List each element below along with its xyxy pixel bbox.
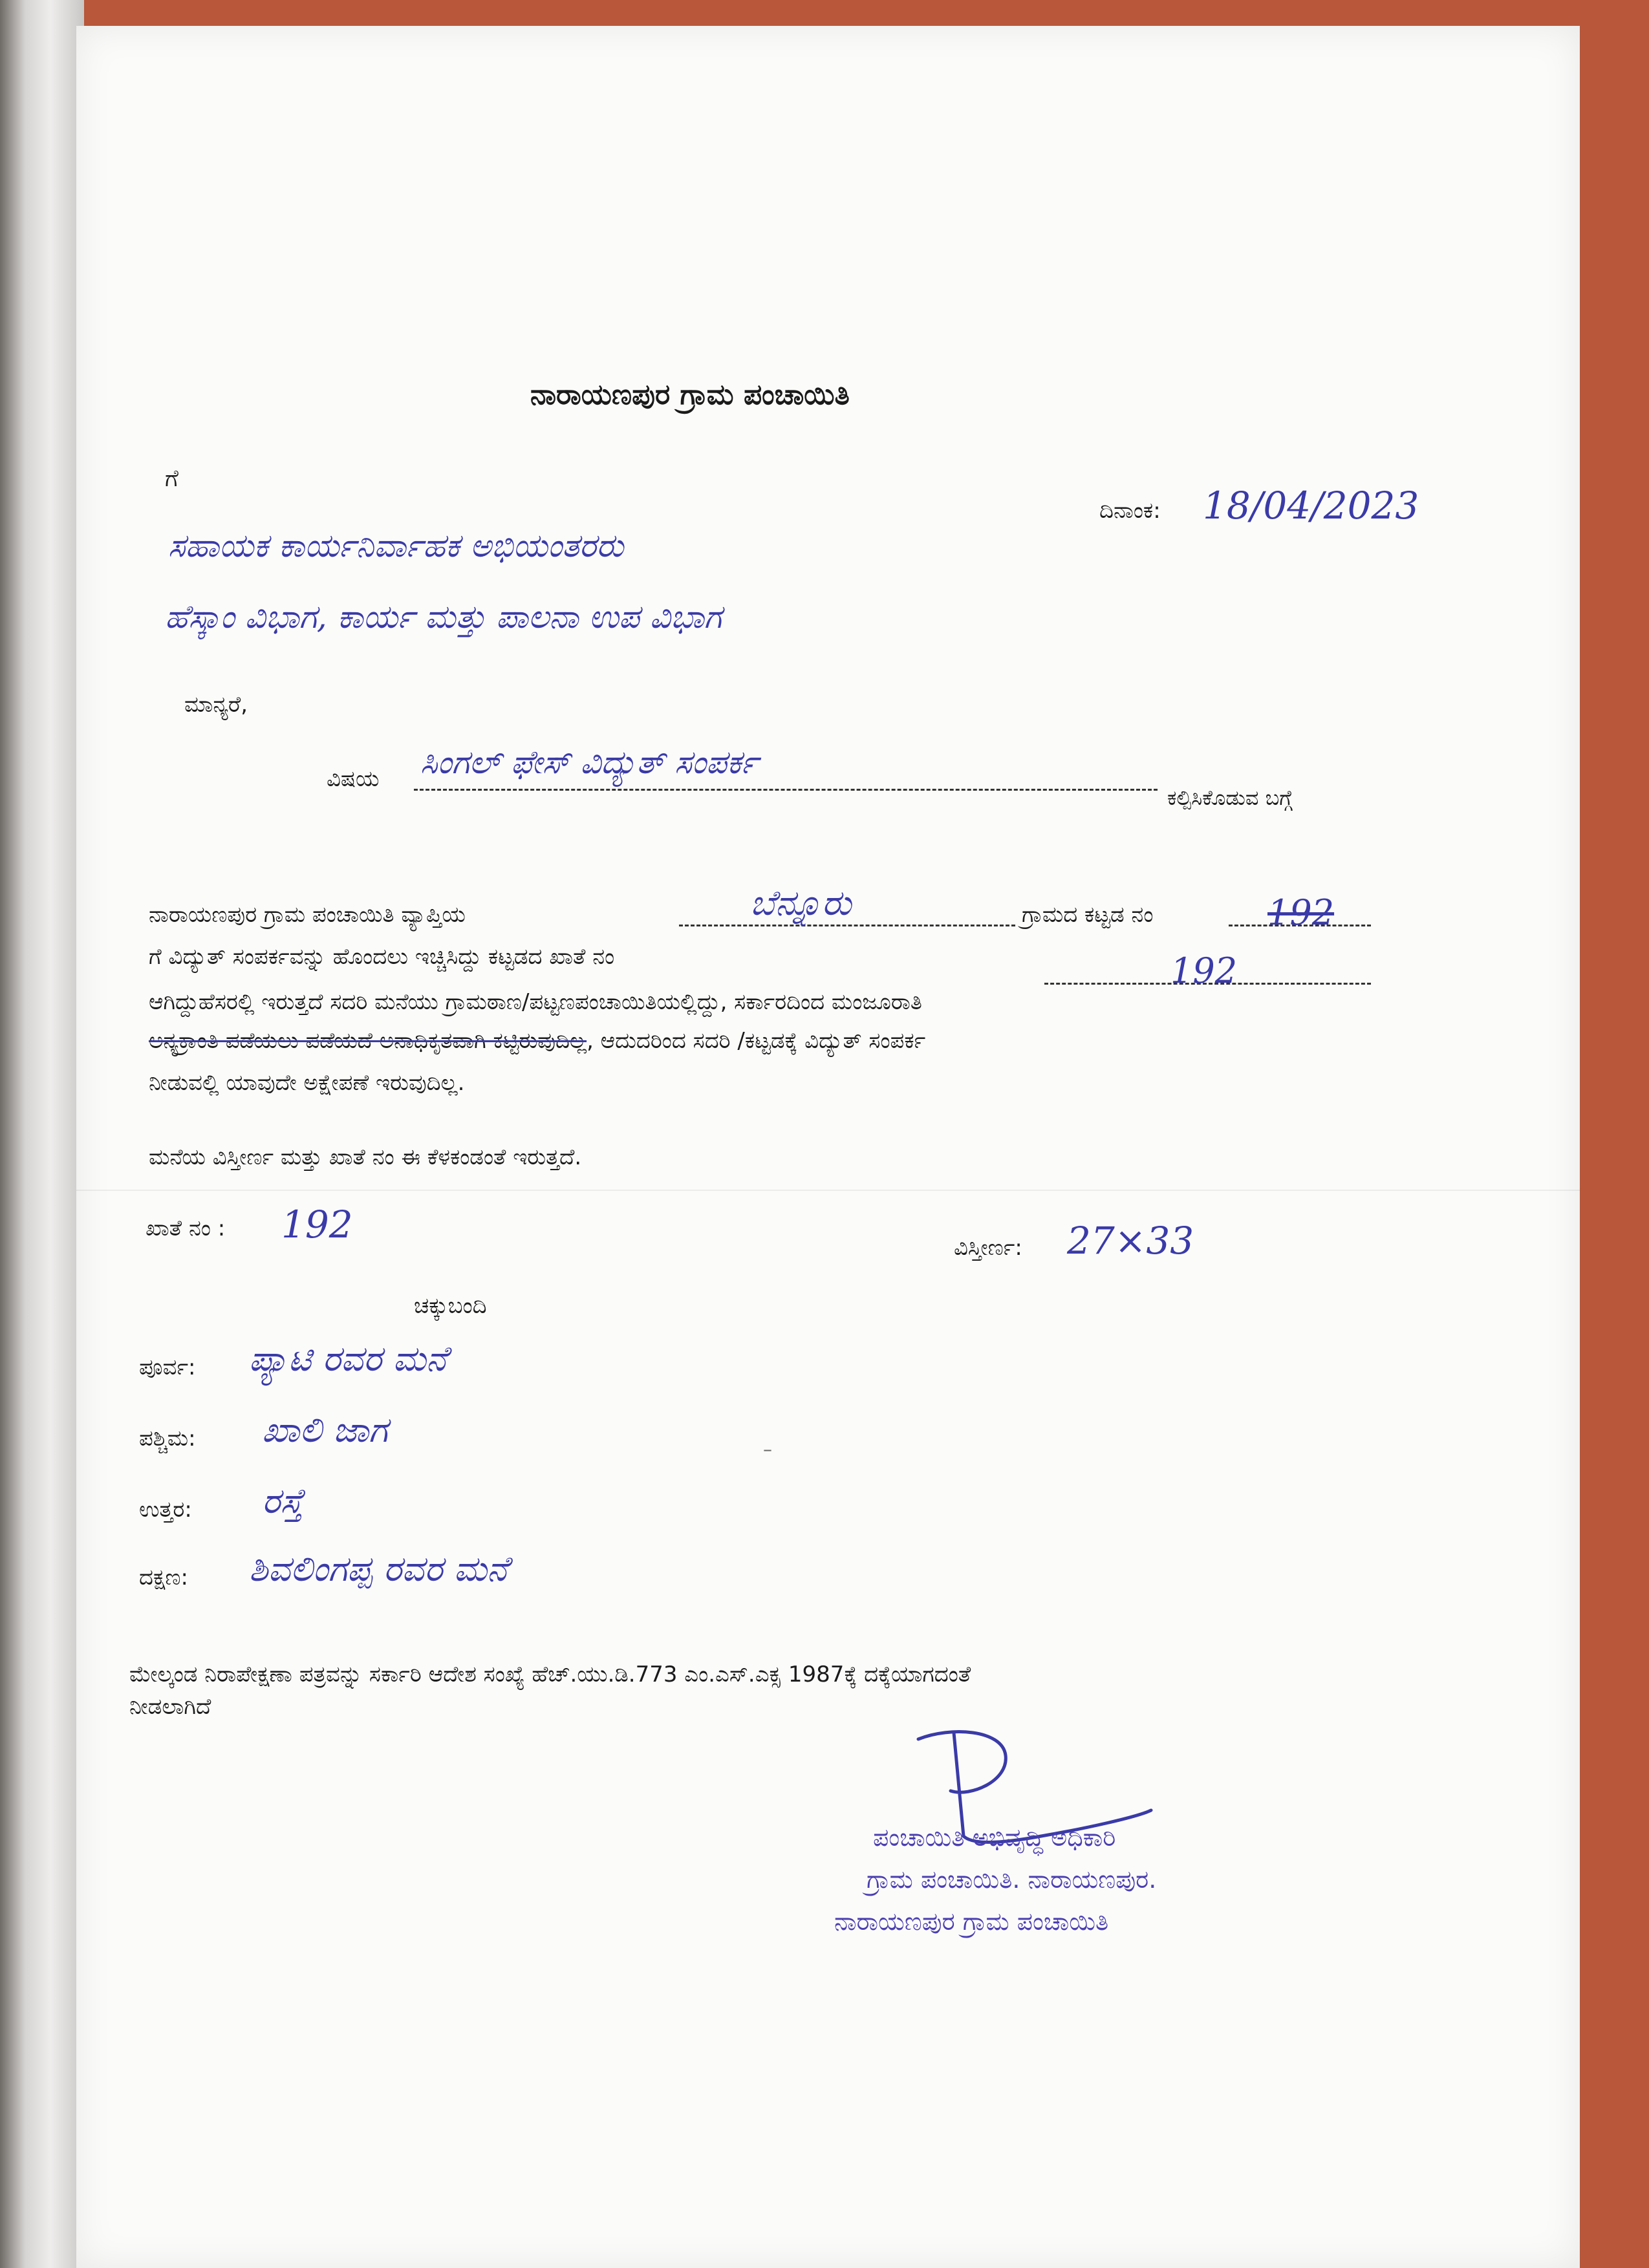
salutation: ಮಾನ್ಯರೆ, bbox=[184, 692, 248, 718]
building-number: 192 bbox=[1267, 892, 1335, 933]
binder-strip bbox=[0, 0, 84, 2268]
body-line-4-rest: , ಆದುದರಿಂದ ಸದರಿ /ಕಟ್ಟಡಕ್ಕೆ ವಿದ್ಯುತ್ ಸಂಪರ್ಕ bbox=[587, 1028, 926, 1054]
subject-suffix: ಕಲ್ಪಿಸಿಕೊಡುವ ಬಗ್ಗೆ bbox=[1167, 786, 1293, 810]
paper-fold bbox=[76, 1190, 1580, 1191]
west-value: ಖಾಲಿ ಜಾಗ bbox=[262, 1409, 388, 1450]
to-label: ಗೆ bbox=[165, 465, 178, 492]
boundaries-title: ಚಕ್ಕುಬಂದಿ bbox=[414, 1293, 487, 1319]
stray-mark: – bbox=[763, 1439, 772, 1460]
khata-label: ಖಾತೆ ನಂ : bbox=[146, 1215, 226, 1241]
village-name: ಬೆನ್ನೂರು bbox=[750, 883, 852, 923]
body-line-1-start: ನಾರಾಯಣಪುರ ಗ್ರಾಮ ಪಂಚಾಯಿತಿ ವ್ಯಾಪ್ತಿಯ bbox=[149, 902, 466, 928]
area-value: 27×33 bbox=[1067, 1219, 1194, 1263]
khata-inline: 192 bbox=[1170, 950, 1238, 991]
page-title: ನಾರಾಯಣಪುರ ಗ್ರಾಮ ಪಂಚಾಯಿತಿ bbox=[530, 378, 850, 411]
south-value: ಶಿವಲಿಂಗಪ್ಪ ರವರ ಮನೆ bbox=[249, 1548, 508, 1589]
stamp-office: ಗ್ರಾಮ ಪಂಚಾಯಿತಿ. ನಾರಾಯಣಪುರ. bbox=[867, 1865, 1157, 1894]
subject-underline bbox=[414, 789, 1158, 791]
north-label: ಉತ್ತರ: bbox=[139, 1497, 192, 1523]
closing-line-1: ಮೇಲ್ಕಂಡ ನಿರಾಪೇಕ್ಷಣಾ ಪತ್ರವನ್ನು ಸರ್ಕಾರಿ ಆದೇಶ ಸಂಖ್ಯೆ ಹೆಚ್.ಯು.ಡಿ.773 ಎಂ.ಎಸ್.ಎಕ್ಸ 1987ಕ್ಕೆ ದಕ್ಕೆಯಾಗದಂತೆ bbox=[129, 1662, 971, 1687]
date-label: ದಿನಾಂಕ: bbox=[1099, 498, 1161, 524]
stamp-place: ನಾರಾಯಣಪುರ ಗ್ರಾಮ ಪಂಚಾಯಿತಿ bbox=[834, 1907, 1109, 1936]
east-value: ಪ್ಯಾಟಿ ರವರ ಮನೆ bbox=[249, 1338, 447, 1379]
khata-value: 192 bbox=[281, 1203, 353, 1246]
body-line-3: ಆಗಿದ್ದುಹೆಸರಲ್ಲಿ ಇರುತ್ತದೆ ಸದರಿ ಮನೆಯು ಗ್ರಾಮಠಾಣ/ಪಟ್ಟಣಪಂಚಾಯಿತಿಯಲ್ಲಿದ್ದು, ಸರ್ಕಾರದಿಂದ ಮಂಜೂರಾತಿ bbox=[149, 989, 922, 1015]
north-value: ರಸ್ತೆ bbox=[262, 1481, 303, 1521]
body-line-4 bbox=[149, 1028, 925, 1054]
body-line-4-struck: ಅನ್ಯಕ್ರಾಂತಿ ಪಡೆಯಲು ಪಡೆಯದೆ ಅನಾಧಿಕೃತವಾಗಿ ಕಟ್ಟಿರುವುದಿಲ್ಲ bbox=[149, 1028, 587, 1054]
south-label: ದಕ್ಷಣ: bbox=[139, 1565, 188, 1590]
body-line-5: ನೀಡುವಲ್ಲಿ ಯಾವುದೇ ಅಕ್ಷೇಪಣೆ ಇರುವುದಿಲ್ಲ. bbox=[149, 1070, 465, 1096]
stamp-designation: ಪಂಚಾಯಿತಿ ಅಭಿವೃದ್ಧಿ ಅಧಿಕಾರಿ bbox=[873, 1823, 1116, 1852]
recipient-line-1: ಸಹಾಯಕ ಕಾರ್ಯನಿರ್ವಾಹಕ ಅಭಿಯಂತರರು bbox=[168, 527, 624, 564]
subject-label: ವಿಷಯ bbox=[327, 766, 380, 792]
body-line-6: ಮನೆಯ ವಿಸ್ತೀರ್ಣ ಮತ್ತು ಖಾತೆ ನಂ ಈ ಕೆಳಕಂಡಂತೆ ಇರುತ್ತದೆ. bbox=[149, 1144, 582, 1170]
east-label: ಪೂರ್ವ: bbox=[139, 1354, 196, 1380]
date-value: 18/04/2023 bbox=[1203, 484, 1419, 528]
village-blank bbox=[679, 925, 1015, 926]
area-label: ವಿಸ್ತೀರ್ಣ: bbox=[954, 1235, 1022, 1261]
recipient-line-2: ಹೆಸ್ಕಾಂ ವಿಭಾಗ, ಕಾರ್ಯ ಮತ್ತು ಪಾಲನಾ ಉಪ ವಿಭಾಗ bbox=[165, 598, 722, 636]
body-line-2: ಗೆ ವಿದ್ಯುತ್ ಸಂಪರ್ಕವನ್ನು ಹೊಂದಲು ಇಚ್ಚಿಸಿದ್ದು ಕಟ್ಟಡದ ಖಾತೆ ನಂ bbox=[149, 944, 615, 970]
west-label: ಪಶ್ಚಿಮ: bbox=[139, 1426, 196, 1451]
subject-handwritten: ಸಿಂಗಲ್ ಫೇಸ್ ವಿದ್ಯುತ್ ಸಂಪರ್ಕ bbox=[420, 744, 759, 781]
closing-line-2: ನೀಡಲಾಗಿದೆ bbox=[129, 1694, 211, 1720]
body-line-1-mid: ಗ್ರಾಮದ ಕಟ್ಟಡ ನಂ bbox=[1022, 902, 1154, 928]
